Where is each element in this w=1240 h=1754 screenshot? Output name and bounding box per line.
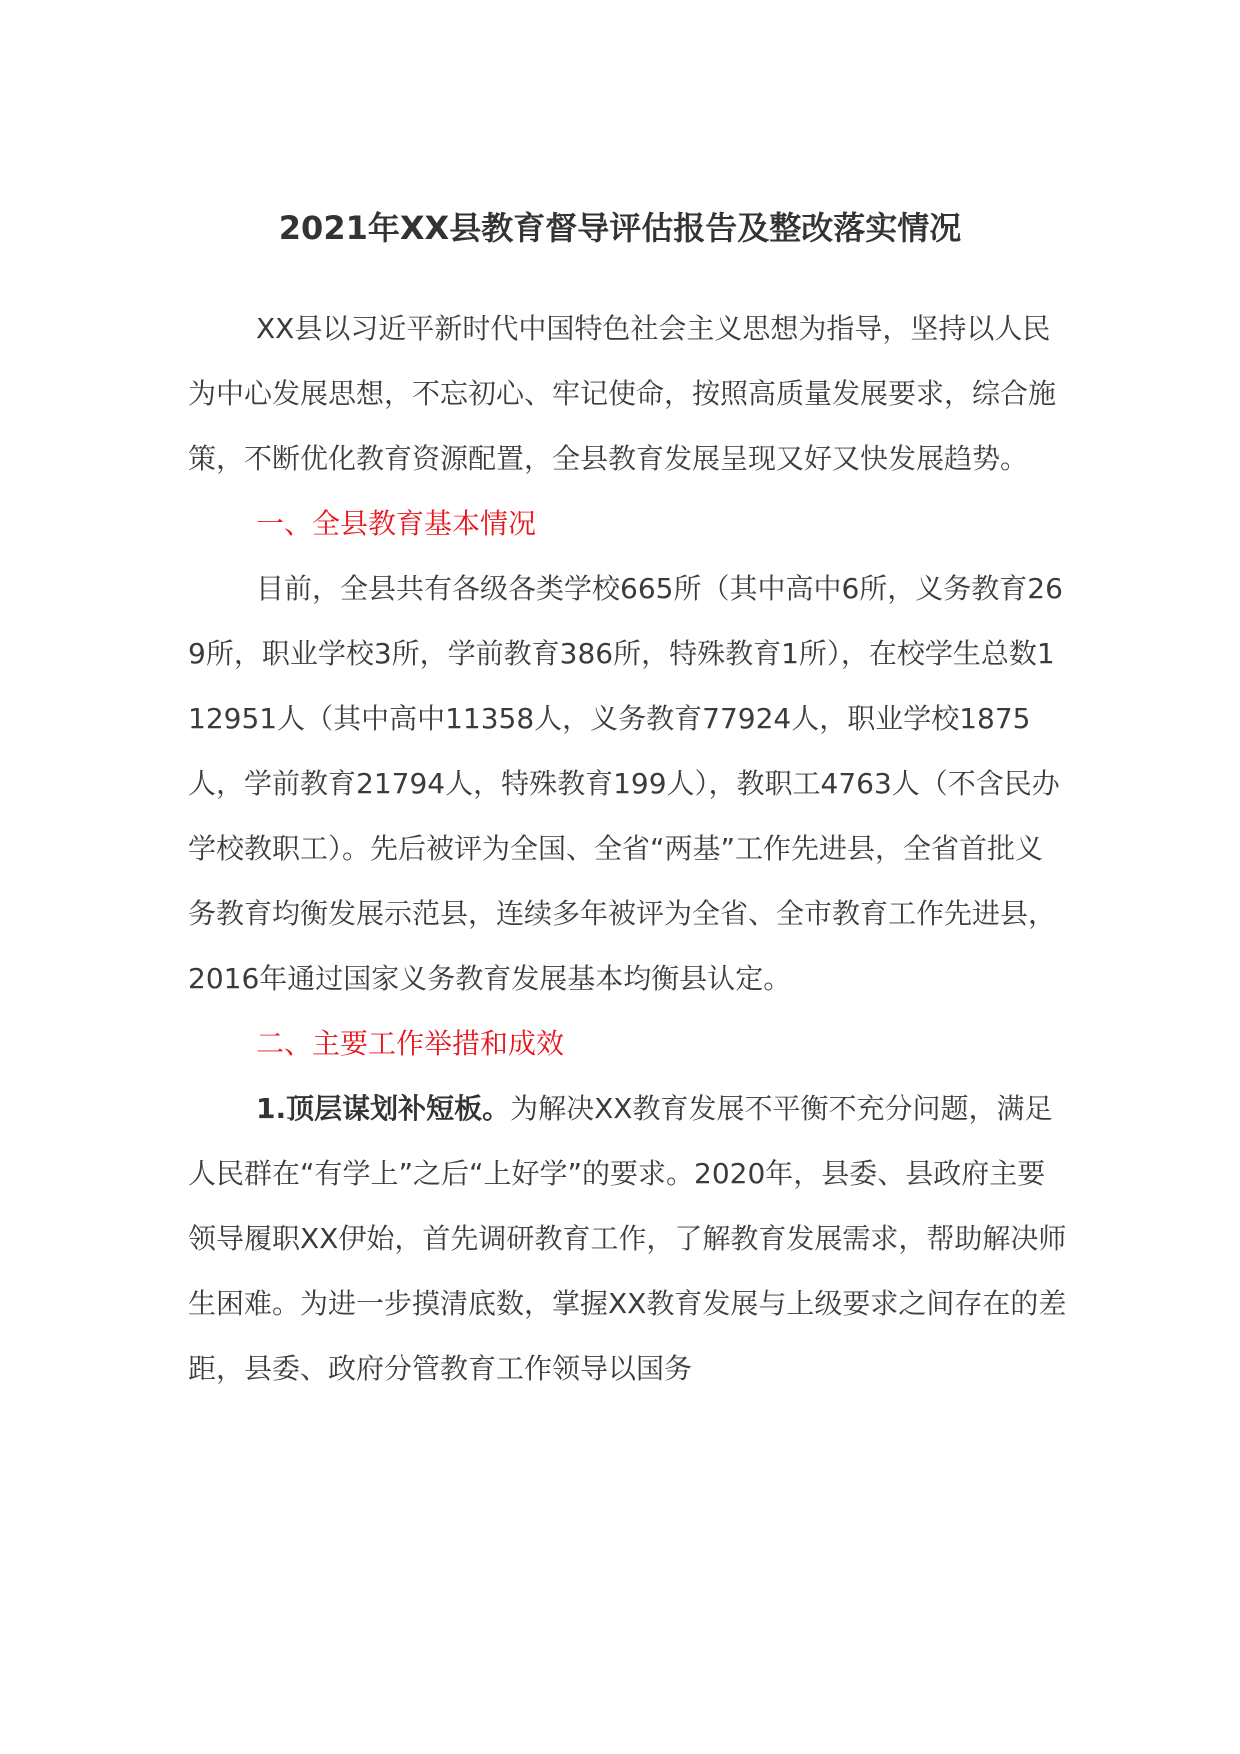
document-body <box>188 296 1068 1401</box>
section-1-heading: 一、全县教育基本情况 <box>256 507 537 540</box>
item-1-lead: 1.顶层谋划补短板。 <box>256 1092 511 1125</box>
document-title: 2021年XX县教育督导评估报告及整改落实情况 <box>278 209 962 247</box>
section-2-item-1-paragraph <box>188 1076 1068 1401</box>
item-1-text: 为解决XX教育发展不平衡不充分问题，满足人民群在“有学上”之后“上好学”的要求。2020年，县委、县政府主要领导履职XX伊始，首先调研教育工作，了解教育发展需求，帮助解决师生困难。为进一步摸清底数，掌握XX教育发展与上级要求之间存在的差距，县委、政府分管教育工作领导以国务 <box>188 1092 1067 1385</box>
section-2-heading: 二、主要工作举措和成效 <box>256 1027 565 1060</box>
section-1-paragraph: 目前，全县共有各级各类学校665所（其中高中6所，义务教育269所，职业学校3所，学前教育386所，特殊教育1所），在校学生总数112951人（其中高中11358人，义务教育77924人，职业学校1875人，学前教育21794人，特殊教育199人），教职工4763人（不含民办学校教职工）。先后被评为全国、全省“两基”工作先进县，全省首批义务教育均衡发展示范县，连续多年被评为全省、全市教育工作先进县，2016年通过国家义务教育发展基本均衡县认定。 <box>188 572 1063 995</box>
intro-paragraph: XX县以习近平新时代中国特色社会主义思想为指导，坚持以人民为中心发展思想，不忘初心、牢记使命，按照高质量发展要求，综合施策，不断优化教育资源配置，全县教育发展呈现又好又快发展趋势。 <box>188 312 1057 475</box>
